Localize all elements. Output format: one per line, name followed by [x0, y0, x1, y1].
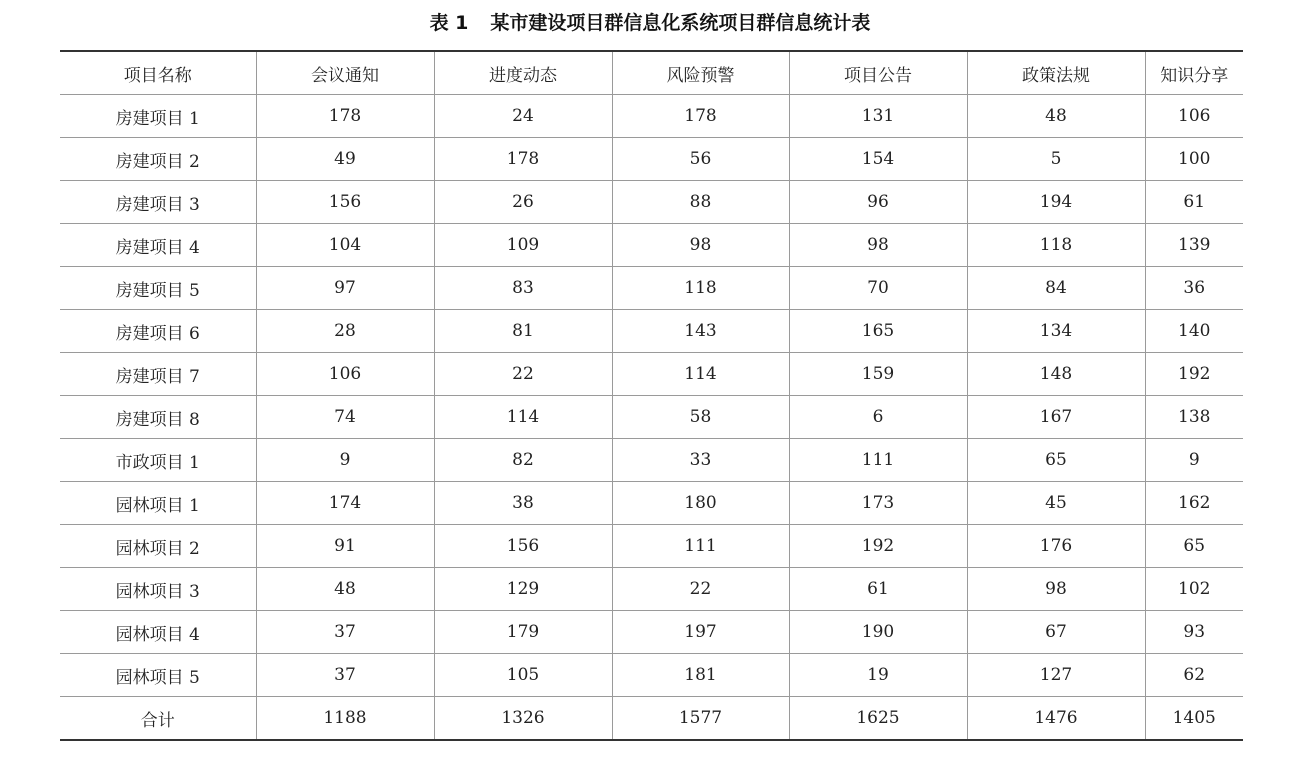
- table-cell: 48: [967, 95, 1145, 138]
- row-label-cell: 房建项目 1: [60, 95, 256, 138]
- table-cell: 9: [256, 439, 434, 482]
- table-cell: 190: [789, 611, 967, 654]
- table-cell: 118: [967, 224, 1145, 267]
- column-header-progress-update: 进度动态: [434, 51, 612, 95]
- table-cell: 98: [789, 224, 967, 267]
- row-label-cell: 园林项目 2: [60, 525, 256, 568]
- table-cell: 6: [789, 396, 967, 439]
- table-cell: 154: [789, 138, 967, 181]
- table-cell: 129: [434, 568, 612, 611]
- table-cell: 49: [256, 138, 434, 181]
- row-label-cell: 房建项目 4: [60, 224, 256, 267]
- table-row: [60, 396, 1243, 439]
- table-cell: 109: [434, 224, 612, 267]
- table-cell: 179: [434, 611, 612, 654]
- table-cell: 167: [967, 396, 1145, 439]
- table-cell: 70: [789, 267, 967, 310]
- table-cell: 24: [434, 95, 612, 138]
- row-label-cell: 园林项目 5: [60, 654, 256, 697]
- table-cell: 165: [789, 310, 967, 353]
- table-cell: 65: [1145, 525, 1243, 568]
- table-cell: 1476: [967, 697, 1145, 741]
- table-cell: 36: [1145, 267, 1243, 310]
- table-cell: 139: [1145, 224, 1243, 267]
- table-cell: 82: [434, 439, 612, 482]
- table-row: [60, 439, 1243, 482]
- total-row: [60, 697, 1243, 741]
- column-header-policy-regulation: 政策法规: [967, 51, 1145, 95]
- table-cell: 192: [1145, 353, 1243, 396]
- row-label-cell: 房建项目 3: [60, 181, 256, 224]
- table-cell: 61: [1145, 181, 1243, 224]
- table-cell: 174: [256, 482, 434, 525]
- table-cell: 38: [434, 482, 612, 525]
- table-cell: 26: [434, 181, 612, 224]
- table-row: [60, 138, 1243, 181]
- table-cell: 93: [1145, 611, 1243, 654]
- table-cell: 19: [789, 654, 967, 697]
- table-row: [60, 611, 1243, 654]
- table-cell: 81: [434, 310, 612, 353]
- table-cell: 1625: [789, 697, 967, 741]
- table-row: [60, 224, 1243, 267]
- table-cell: 83: [434, 267, 612, 310]
- table-title: 某市建设项目群信息化系统项目群信息统计表: [490, 12, 871, 34]
- table-cell: 58: [612, 396, 789, 439]
- table-cell: 98: [612, 224, 789, 267]
- table-cell: 114: [612, 353, 789, 396]
- table-cell: 84: [967, 267, 1145, 310]
- table-cell: 106: [1145, 95, 1243, 138]
- table-cell: 1577: [612, 697, 789, 741]
- table-cell: 159: [789, 353, 967, 396]
- column-header-project-name: 项目名称: [123, 65, 192, 86]
- table-cell: 106: [256, 353, 434, 396]
- table-cell: 111: [789, 439, 967, 482]
- table-caption: [0, 10, 1300, 36]
- table-cell: 134: [967, 310, 1145, 353]
- table-row: [60, 353, 1243, 396]
- table-row: [60, 181, 1243, 224]
- table-cell: 178: [256, 95, 434, 138]
- table-cell: 102: [1145, 568, 1243, 611]
- table-row: [60, 654, 1243, 697]
- row-label-cell: 房建项目 6: [60, 310, 256, 353]
- table-cell: 65: [967, 439, 1145, 482]
- table-cell: 22: [612, 568, 789, 611]
- table-cell: 96: [789, 181, 967, 224]
- table-cell: 178: [434, 138, 612, 181]
- table-cell: 88: [612, 181, 789, 224]
- table-number: 表 1: [429, 12, 469, 34]
- table-cell: 1326: [434, 697, 612, 741]
- table-body: [60, 95, 1243, 741]
- table-cell: 62: [1145, 654, 1243, 697]
- table-cell: 5: [967, 138, 1145, 181]
- table-cell: 105: [434, 654, 612, 697]
- table-cell: 1405: [1145, 697, 1243, 741]
- table-cell: 28: [256, 310, 434, 353]
- table-cell: 97: [256, 267, 434, 310]
- table-cell: 140: [1145, 310, 1243, 353]
- table-cell: 67: [967, 611, 1145, 654]
- statistics-table: [60, 50, 1243, 741]
- table-cell: 111: [612, 525, 789, 568]
- row-label-cell: 园林项目 4: [60, 611, 256, 654]
- table-row: [60, 568, 1243, 611]
- table-cell: 194: [967, 181, 1145, 224]
- table-row: [60, 482, 1243, 525]
- row-label-cell: 房建项目 5: [60, 267, 256, 310]
- table-cell: 143: [612, 310, 789, 353]
- table-cell: 176: [967, 525, 1145, 568]
- table-cell: 156: [256, 181, 434, 224]
- table-cell: 100: [1145, 138, 1243, 181]
- table-cell: 45: [967, 482, 1145, 525]
- table-cell: 173: [789, 482, 967, 525]
- table-cell: 74: [256, 396, 434, 439]
- column-header-meeting-notice: 会议通知: [256, 51, 434, 95]
- table-cell: 22: [434, 353, 612, 396]
- table-cell: 114: [434, 396, 612, 439]
- table-cell: 61: [789, 568, 967, 611]
- table-cell: 9: [1145, 439, 1243, 482]
- column-header-risk-warning: 风险预警: [612, 51, 789, 95]
- column-header-project-announcement: 项目公告: [789, 51, 967, 95]
- row-label-cell: 合计: [60, 697, 256, 741]
- table-cell: 192: [789, 525, 967, 568]
- table-cell: 162: [1145, 482, 1243, 525]
- row-label-cell: 房建项目 8: [60, 396, 256, 439]
- table-cell: 181: [612, 654, 789, 697]
- row-label-cell: 园林项目 1: [60, 482, 256, 525]
- row-label-cell: 市政项目 1: [60, 439, 256, 482]
- table-row: [60, 95, 1243, 138]
- table-row: [60, 525, 1243, 568]
- header-row: [60, 51, 1243, 95]
- table-cell: 33: [612, 439, 789, 482]
- table-cell: 148: [967, 353, 1145, 396]
- table-cell: 138: [1145, 396, 1243, 439]
- table-cell: 91: [256, 525, 434, 568]
- table-row: [60, 310, 1243, 353]
- table-cell: 104: [256, 224, 434, 267]
- table-cell: 98: [967, 568, 1145, 611]
- table-cell: 37: [256, 611, 434, 654]
- table-cell: 56: [612, 138, 789, 181]
- table-cell: 180: [612, 482, 789, 525]
- table-row: [60, 267, 1243, 310]
- row-label-cell: 园林项目 3: [60, 568, 256, 611]
- table-cell: 197: [612, 611, 789, 654]
- table-cell: 127: [967, 654, 1145, 697]
- column-header-knowledge-sharing: 知识分享: [1145, 51, 1243, 95]
- row-label-cell: 房建项目 7: [60, 353, 256, 396]
- table-cell: 178: [612, 95, 789, 138]
- table-cell: 131: [789, 95, 967, 138]
- table-cell: 48: [256, 568, 434, 611]
- table-cell: 1188: [256, 697, 434, 741]
- table-cell: 37: [256, 654, 434, 697]
- row-label-cell: 房建项目 2: [60, 138, 256, 181]
- table-cell: 156: [434, 525, 612, 568]
- table-cell: 118: [612, 267, 789, 310]
